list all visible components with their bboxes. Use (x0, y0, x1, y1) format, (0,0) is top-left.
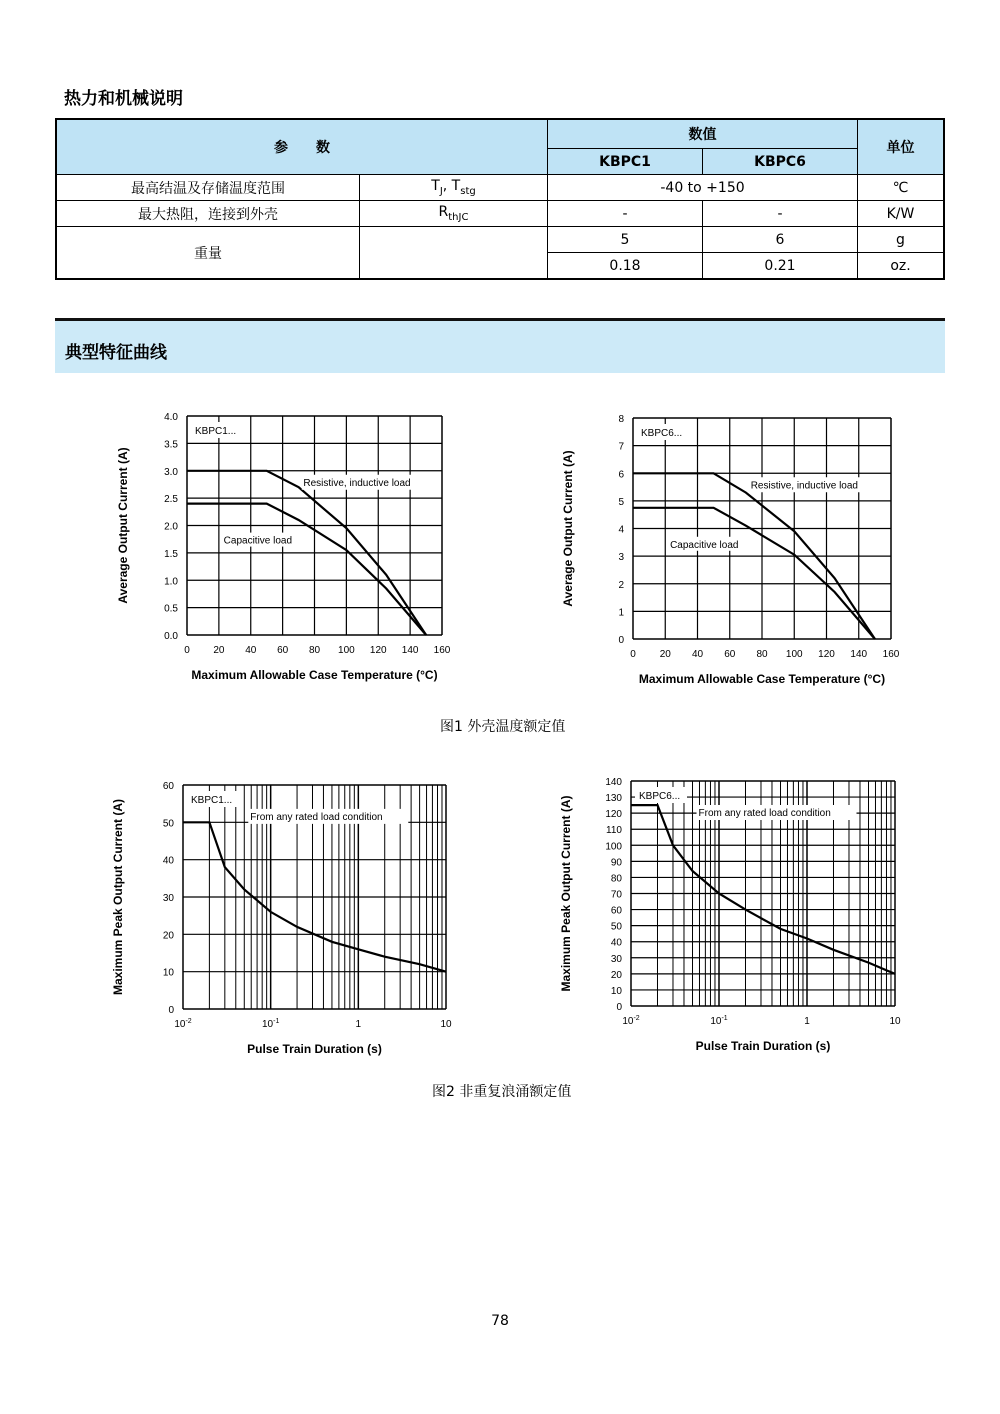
x-axis-title: Maximum Allowable Case Temperature (°C) (638, 672, 886, 686)
section-title-thermal: 热力和机械说明 (64, 89, 183, 109)
y-tick-label: 100 (605, 841, 622, 853)
y-tick-label: 2 (618, 579, 624, 591)
chart-label: KBPC1... (195, 426, 237, 437)
y-tick-label: 6 (618, 469, 624, 481)
row-symbol: $R_{thJC}$ (360, 201, 548, 227)
y-tick-label: 10 (162, 967, 174, 979)
y-tick-label: 60 (162, 781, 174, 792)
x-tick-label: $10^{-1}$ (261, 1018, 280, 1030)
x-tick-label: 0 (184, 645, 190, 656)
x-tick-label: 140 (401, 645, 419, 656)
y-tick-label: 1.0 (164, 576, 178, 588)
y-tick-label: 1.5 (164, 548, 178, 560)
row-param: 重量 (56, 227, 360, 280)
y-tick-label: 40 (610, 937, 622, 949)
series-line (633, 508, 875, 639)
x-tick-label: 140 (850, 649, 868, 660)
x-tick-label: 80 (308, 645, 321, 656)
series-label: Capacitive load (223, 535, 293, 547)
y-tick-label: 0 (618, 635, 624, 646)
param-header: 参 数 (56, 119, 548, 175)
x-tick-label: 1 (804, 1016, 810, 1027)
y-tick-label: 110 (606, 825, 622, 837)
chart-label: KBPC6... (641, 428, 683, 439)
row-unit: g (858, 227, 945, 253)
unit-header: 单位 (858, 119, 945, 175)
figure1-caption: 图1 外壳温度额定值 (440, 719, 566, 735)
x-tick-label: 100 (785, 649, 803, 660)
row-value: 5 (548, 227, 703, 253)
y-tick-label: 120 (605, 809, 622, 821)
annotation: From any rated load condition (698, 808, 831, 819)
col-kbpc1: KBPC1 (548, 149, 703, 175)
row-value: 6 (703, 227, 858, 253)
x-tick-label: 80 (756, 649, 768, 660)
row-param: 最大热阻，连接到外壳 (56, 201, 360, 227)
figure2-caption: 图2 非重复浪涌额定值 (432, 1084, 572, 1100)
y-tick-label: 0 (168, 1005, 174, 1016)
y-tick-label: 130 (605, 793, 622, 805)
y-tick-label: 80 (610, 873, 622, 885)
y-tick-label: 60 (610, 905, 622, 917)
series-label: Resistive, inductive load (750, 480, 858, 492)
y-tick-label: 30 (162, 893, 174, 904)
series-line (631, 805, 895, 974)
y-tick-label: 10 (610, 985, 622, 997)
x-tick-label: $10^{-2}$ (622, 1015, 640, 1027)
y-axis-title: Average Output Current (A) (116, 447, 130, 604)
y-tick-label: 90 (610, 857, 622, 869)
y-tick-label: 0.5 (164, 603, 178, 615)
x-tick-label: $10^{-2}$ (174, 1018, 192, 1030)
y-tick-label: 2.0 (164, 521, 178, 533)
row-unit: K/W (858, 201, 945, 227)
x-tick-label: 20 (213, 645, 225, 656)
x-tick-label: 10 (440, 1019, 452, 1030)
y-tick-label: 8 (618, 414, 624, 425)
row-unit: oz. (858, 253, 945, 280)
y-tick-label: 70 (610, 889, 622, 901)
x-tick-label: 40 (245, 645, 257, 656)
x-tick-label: 120 (369, 645, 387, 656)
series-label: Resistive, inductive load (303, 477, 411, 489)
row-value: -40 to +150 (548, 175, 858, 201)
row-unit: ℃ (858, 175, 945, 201)
annotation: From any rated load condition (250, 811, 383, 823)
x-tick-label: 1 (355, 1019, 362, 1030)
y-tick-label: 3.5 (164, 439, 178, 451)
col-kbpc6: KBPC6 (703, 149, 858, 175)
x-tick-label: 40 (691, 649, 704, 660)
y-tick-label: 0.0 (164, 631, 178, 642)
x-tick-label: 100 (338, 645, 355, 656)
x-tick-label: 120 (818, 649, 835, 660)
y-axis-title: Maximum Peak Output Current (A) (559, 795, 573, 992)
y-axis-title: Maximum Peak Output Current (A) (111, 798, 125, 996)
x-axis-title: Pulse Train Duration (s) (247, 1042, 382, 1056)
page-number: 78 (491, 1313, 509, 1329)
y-tick-label: 50 (162, 818, 174, 830)
y-axis-title: Average Output Current (A) (561, 450, 575, 607)
row-value: 0.21 (703, 253, 858, 280)
y-tick-label: 20 (162, 930, 174, 942)
y-tick-label: 20 (610, 969, 622, 981)
x-tick-label: 20 (659, 649, 671, 660)
x-tick-label: $10^{-1}$ (710, 1015, 728, 1027)
x-axis-title: Maximum Allowable Case Temperature (°C) (191, 668, 438, 682)
row-value: - (548, 201, 703, 227)
y-tick-label: 0 (616, 1002, 622, 1013)
x-tick-label: 160 (433, 645, 451, 656)
row-value: - (703, 201, 858, 227)
series-line (187, 504, 426, 635)
y-tick-label: 40 (162, 855, 174, 867)
y-tick-label: 2.5 (164, 494, 178, 506)
x-tick-label: 10 (889, 1016, 901, 1027)
row-param: 最高结温及存储温度范围 (56, 175, 360, 201)
row-symbol: $T_J$, $T_{stg}$ (360, 175, 548, 201)
y-tick-label: 4 (618, 524, 624, 536)
value-header: 数值 (548, 119, 858, 149)
y-tick-label: 30 (610, 953, 622, 965)
y-tick-label: 50 (610, 921, 622, 933)
series-label: Capacitive load (670, 539, 739, 551)
x-axis-title: Pulse Train Duration (s) (695, 1039, 831, 1053)
x-tick-label: 60 (724, 649, 736, 660)
y-tick-label: 4.0 (164, 412, 178, 423)
y-tick-label: 140 (605, 777, 622, 788)
y-tick-label: 7 (618, 441, 624, 453)
section-title-curves: 典型特征曲线 (65, 343, 167, 363)
y-tick-label: 1 (618, 607, 624, 619)
y-tick-label: 5 (618, 496, 624, 508)
x-tick-label: 0 (630, 649, 636, 660)
x-tick-label: 60 (277, 645, 289, 656)
chart-label: KBPC6... (639, 791, 681, 802)
y-tick-label: 3.0 (164, 466, 178, 478)
x-tick-label: 160 (882, 649, 900, 660)
chart-label: KBPC1... (191, 795, 233, 806)
y-tick-label: 3 (618, 552, 624, 564)
row-value: 0.18 (548, 253, 703, 280)
